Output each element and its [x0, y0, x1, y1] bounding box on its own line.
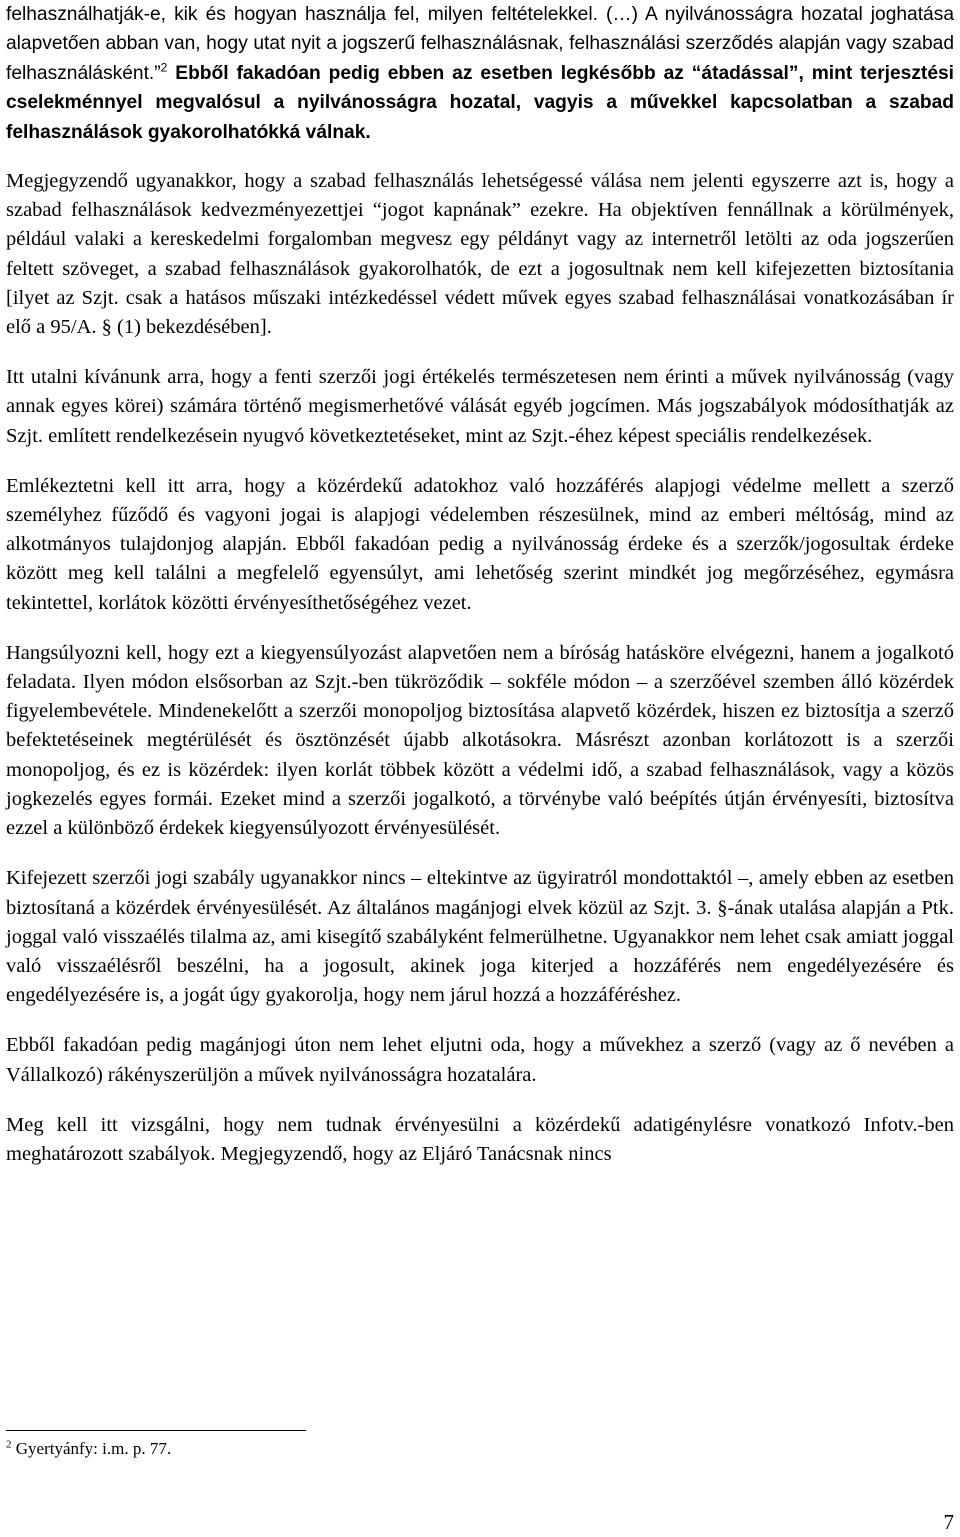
intro-text: felhasználhatják-e, kik és hogyan használja fel, milyen feltételekkel. (…) A nyilvánosságra hozatal joghatása alapvetően abban van, hogy utat nyit a jogszerű felhasználásnak, felhasználási szerződés alapján vagy szabad felhasználásként.”: [6, 4, 954, 84]
paragraph-1: Megjegyzendő ugyanakkor, hogy a szabad felhasználás lehetségessé válása nem jelenti egyszerre azt is, hogy a szabad felhasználások kedvezményezettjei “jogot kapnának” ezekre. Ha objektíven fennállnak a körülmények, például valaki a kereskedelmi forgalomban megvesz egy példányt vagy az internetről letölti az oda jogszerűen feltett szöveget, a szabad felhasználások gyakorolhatók, de ezt a jogosultnak nem kell kifejezetten biztosítania [ilyet az Szjt. csak a hatásos műszaki intézkedéssel védett művek egyes szabad felhasználásai vonatkozásában ír elő a 95/A. § (1) bekezdésében].: [6, 170, 954, 339]
footnote: [6, 1438, 171, 1460]
paragraph-2: Itt utalni kívánunk arra, hogy a fenti szerzői jogi értékelés természetesen nem érinti a művek nyilvánosság (vagy annak egyes körei) számára történő megismerhetővé válását egyéb jogcímen. Más jogszabályok módosíthatják az Szjt. említett rendelkezésein nyugvó következtetéseket, mint az Szjt.-éhez képest speciális rendelkezések.: [6, 366, 954, 447]
footnote-separator: [6, 1430, 306, 1431]
paragraph-3: Emlékeztetni kell itt arra, hogy a közérdekű adatokhoz való hozzáférés alapjogi védelme mellett a szerző személyhez fűződő és vagyoni jogai is alapjogi védelemben részesülnek, mind az emberi méltóság, mind az alkotmányos tulajdonjog alapján. Ebből fakadóan pedig a nyilvánosság érdeke és a szerzők/jogosultak érdeke között meg kell találni a megfelelő egyensúlyt, ami lehetőség szerint mindkét jog megőrzéséhez, egymásra tekintettel, korlátok közötti érvényesíthetőségéhez vezet.: [6, 474, 954, 614]
footnote-reference[interactable]: 2: [160, 60, 168, 75]
document-page: [6, 0, 954, 1190]
footnote-text: Gyertyánfy: i.m. p. 77.: [11, 1439, 172, 1458]
paragraph-7: Meg kell itt vizsgálni, hogy nem tudnak érvényesülni a közérdekű adatigénylésre vonatkozó Infotv.-ben meghatározott szabályok. Megjegyzendő, hogy az Eljáró Tanácsnak nincs: [6, 1113, 954, 1165]
footnote-number: 2: [6, 1438, 12, 1451]
paragraph-6: Ebből fakadóan pedig magánjogi úton nem lehet eljutni oda, hogy a művekhez a szerző (vagy az ő nevében a Vállalkozó) rákényszerüljön a művek nyilvánosságra hozatalára.: [6, 1034, 954, 1086]
intro-paragraph: [6, 0, 954, 147]
paragraph-5: Kifejezett szerzői jogi szabály ugyanakkor nincs – eltekintve az ügyiratról mondottaktól –, amely ebben az esetben biztosítaná a közérdek érvényesülését. Az általános magánjogi elvek közül az Szjt. 3. §-ának utalása alapján a Ptk. joggal való visszaélés tilalma az, ami kisegítő szabályként felmerülhetne. Ugyanakkor nem lehet csak amiatt joggal való visszaélésről beszélni, ha a jogosult, akinek joga kiterjed a hozzáférés nem engedélyezésére és engedélyezésére is, a jogát úgy gyakorolja, hogy nem járul hozzá a hozzáféréshez.: [6, 867, 954, 1007]
paragraph-4: Hangsúlyozni kell, hogy ezt a kiegyensúlyozást alapvetően nem a bíróság hatásköre elvégezni, hanem a jogalkotó feladata. Ilyen módon elsősorban az Szjt.-ben tükröződik – sokféle módon – a szerzőével szemben álló közérdek figyelembevétele. Mindenekelőtt a szerzői monopoljog biztosítása alapvető közérdek, hiszen ez biztosítja a szerző befektetéseinek megtérülését és ösztönzését újabb alkotásokra. Másrészt azonban korlátozott is a szerzői monopoljog, és ez is közérdek: ilyen korlát többek között a védelmi idő, a szabad felhasználások, vagy a közös jogkezelés egyes formái. Ezeket mind a szerzői jogalkotó, a törvénybe való beépítés útján érvényesíti, biztosítva ezzel a különböző érdekek kiegyensúlyozott érvényesülését.: [6, 641, 954, 840]
intro-bold-text: Ebből fakadóan pedig ebben az esetben legkésőbb az “átadással”, mint terjesztési cselekménnyel megvalósul a nyilvánosságra hozatal, vagyis a művekkel kapcsolatban a szabad felhasználások gyakorolhatókká válnak.: [6, 62, 954, 143]
page-number: 7: [943, 1510, 954, 1534]
